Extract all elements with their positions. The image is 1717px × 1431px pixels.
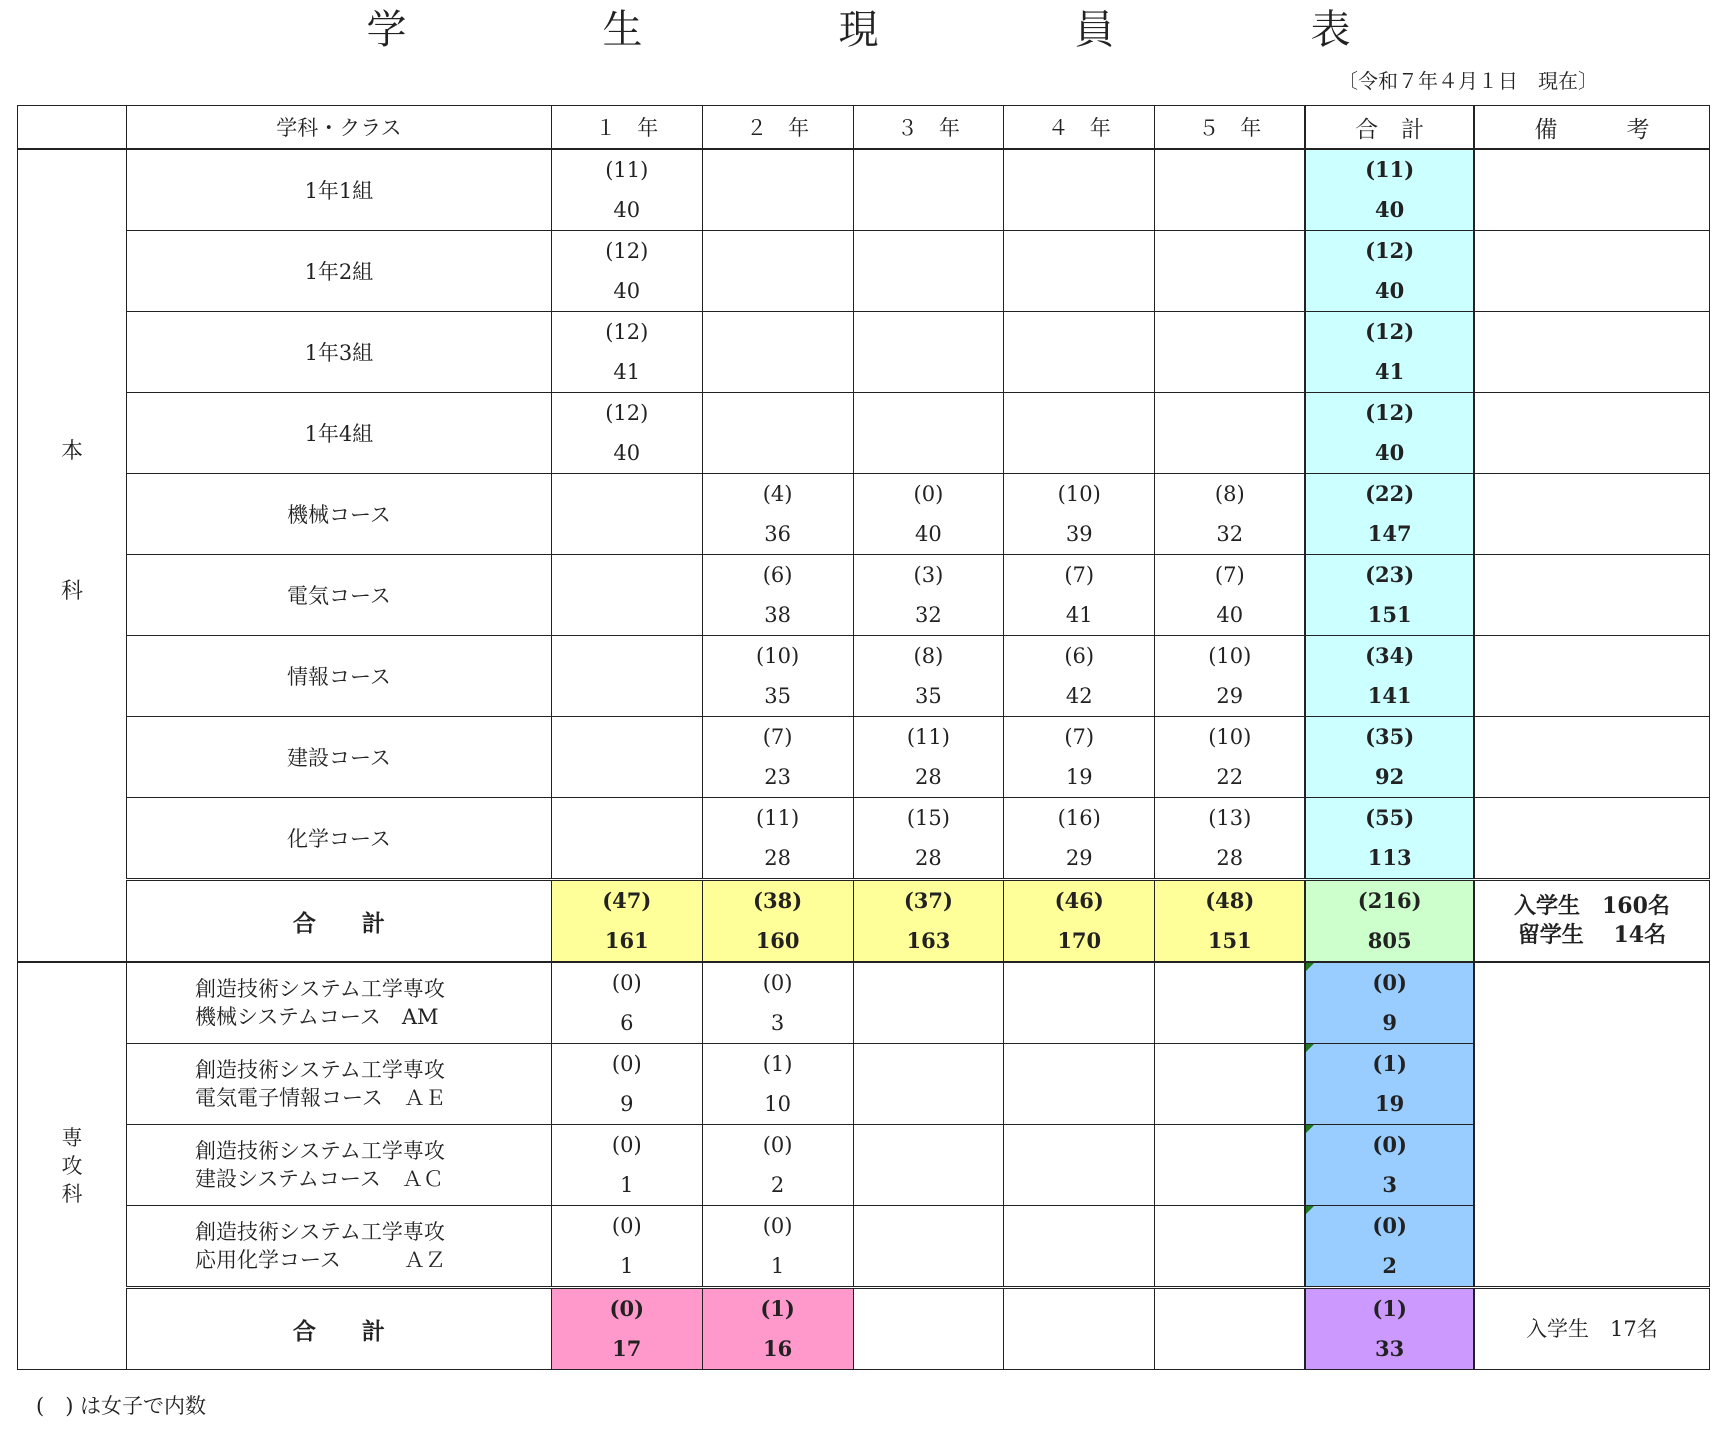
count-cell-y3 <box>853 1044 1004 1125</box>
count-cell-y1 <box>551 1206 702 1288</box>
sum-cell-y5 <box>1155 880 1306 963</box>
total-count: 40 <box>613 198 641 222</box>
table-row <box>18 962 1710 1044</box>
row-total-cell <box>1305 1206 1473 1288</box>
row-total-cell <box>1305 555 1473 636</box>
row-total-cell <box>1305 149 1473 231</box>
total-count: 40 <box>1375 197 1405 222</box>
header-row <box>18 106 1710 150</box>
female-count: (0) <box>1372 970 1407 995</box>
female-count: (47) <box>602 888 652 913</box>
total-count: 161 <box>604 928 649 953</box>
female-count: (0) <box>913 482 944 506</box>
female-count: (216) <box>1357 888 1422 913</box>
female-count: (7) <box>1064 725 1095 749</box>
total-count: 35 <box>764 684 791 708</box>
total-count: 113 <box>1367 845 1412 870</box>
count-cell-y2 <box>702 231 853 312</box>
class-label: 1年3組 <box>126 312 551 393</box>
class-label: 1年1組 <box>126 149 551 231</box>
female-count: (1) <box>760 1296 795 1321</box>
total-count: 141 <box>1367 683 1412 708</box>
total-count: 2 <box>1382 1253 1397 1278</box>
female-count: (7) <box>1064 563 1095 587</box>
count-cell-y5 <box>1155 231 1306 312</box>
header-year-2: ２ 年 <box>702 106 853 150</box>
female-count: (0) <box>762 971 793 995</box>
female-count: (11) <box>906 725 950 749</box>
total-count: 2 <box>770 1173 785 1197</box>
count-cell-y4 <box>1004 1125 1155 1206</box>
count-cell-y2 <box>702 474 853 555</box>
remarks-cell <box>1474 962 1710 1288</box>
count-cell-y4 <box>1004 636 1155 717</box>
class-label: 電気コース <box>126 555 551 636</box>
count-cell-y2 <box>702 555 853 636</box>
row-total-cell <box>1305 393 1473 474</box>
count-cell-y3 <box>853 231 1004 312</box>
count-cell-y2 <box>702 312 853 393</box>
count-cell-y1 <box>551 231 702 312</box>
total-count: 32 <box>1216 522 1244 546</box>
count-cell-y1 <box>551 555 702 636</box>
table-row <box>18 149 1710 231</box>
section-label-senkoka-char: 攻 <box>61 1154 83 1178</box>
count-cell-y3 <box>853 962 1004 1044</box>
female-count: (0) <box>1372 1132 1407 1157</box>
count-cell-y1 <box>551 149 702 231</box>
sum-cell-y4 <box>1004 1288 1155 1370</box>
count-cell-y4 <box>1004 798 1155 880</box>
total-count: 805 <box>1367 928 1412 953</box>
total-count: 19 <box>1375 1091 1405 1116</box>
total-count: 10 <box>764 1092 791 1116</box>
sum-cell-y3 <box>853 880 1004 963</box>
table-row <box>18 798 1710 880</box>
total-count: 40 <box>613 279 641 303</box>
course-label <box>126 1125 551 1206</box>
table-row <box>18 1125 1710 1206</box>
table-row <box>18 1206 1710 1288</box>
remarks-cell <box>1474 555 1710 636</box>
count-cell-y4 <box>1004 474 1155 555</box>
sum-label: 合 計 <box>126 880 551 963</box>
count-cell-y3 <box>853 393 1004 474</box>
female-count: (48) <box>1205 888 1255 913</box>
table-row <box>18 636 1710 717</box>
count-cell-y2 <box>702 962 853 1044</box>
course-label-line2: 電気電子情報コース ＡＥ <box>194 1086 446 1110</box>
count-cell-y4 <box>1004 231 1155 312</box>
female-count: (0) <box>762 1133 793 1157</box>
female-count: (15) <box>906 806 950 830</box>
female-count: (13) <box>1208 806 1252 830</box>
female-count: (0) <box>762 1214 793 1238</box>
count-cell-y1 <box>551 717 702 798</box>
total-count: 41 <box>613 360 641 384</box>
count-cell-y3 <box>853 798 1004 880</box>
header-year-4: ４ 年 <box>1004 106 1155 150</box>
total-count: 9 <box>1382 1010 1397 1035</box>
senkoka-remark: 入学生 17名 <box>1474 1288 1710 1370</box>
total-count: 40 <box>1375 440 1405 465</box>
count-cell-y5 <box>1155 393 1306 474</box>
female-count: (6) <box>1064 644 1095 668</box>
header-remarks: 備 考 <box>1474 106 1710 150</box>
row-total-cell <box>1305 717 1473 798</box>
count-cell-y3 <box>853 1125 1004 1206</box>
remarks-cell <box>1474 717 1710 798</box>
header-class: 学科・クラス <box>126 106 551 150</box>
count-cell-y4 <box>1004 393 1155 474</box>
total-count: 29 <box>1216 684 1244 708</box>
total-count: 29 <box>1065 846 1093 870</box>
female-count: (12) <box>1365 238 1415 263</box>
sum-cell-y1 <box>551 880 702 963</box>
count-cell-y4 <box>1004 312 1155 393</box>
count-cell-y4 <box>1004 1044 1155 1125</box>
count-cell-y4 <box>1004 962 1155 1044</box>
total-count: 40 <box>915 522 942 546</box>
remark-enrolled: 入学生 160名 <box>1513 893 1670 919</box>
course-label-line1: 創造技術システム工学専攻 <box>194 977 445 1001</box>
female-count: (0) <box>611 1214 642 1238</box>
remarks-cell <box>1474 474 1710 555</box>
female-count: (8) <box>913 644 944 668</box>
female-count: (12) <box>605 239 649 263</box>
count-cell-y3 <box>853 312 1004 393</box>
female-count: (1) <box>1372 1296 1407 1321</box>
count-cell-y4 <box>1004 1206 1155 1288</box>
class-label: 情報コース <box>126 636 551 717</box>
total-count: 40 <box>613 441 641 465</box>
female-count: (35) <box>1365 724 1415 749</box>
header-blank <box>18 106 127 150</box>
female-count: (4) <box>762 482 793 506</box>
total-count: 3 <box>770 1011 785 1035</box>
table-row <box>18 312 1710 393</box>
row-total-cell <box>1305 231 1473 312</box>
sum-label: 合 計 <box>126 1288 551 1370</box>
header-total: 合 計 <box>1305 106 1473 150</box>
total-count: 151 <box>1367 602 1412 627</box>
row-total-cell <box>1305 474 1473 555</box>
count-cell-y1 <box>551 636 702 717</box>
class-label: 1年4組 <box>126 393 551 474</box>
class-label: 化学コース <box>126 798 551 880</box>
count-cell-y1 <box>551 474 702 555</box>
course-label-line1: 創造技術システム工学専攻 <box>194 1058 445 1082</box>
table-row <box>18 231 1710 312</box>
row-total-cell <box>1305 962 1473 1044</box>
remarks-cell <box>1474 393 1710 474</box>
count-cell-y5 <box>1155 962 1306 1044</box>
female-count: (23) <box>1365 562 1415 587</box>
section-label-honka <box>18 149 127 962</box>
row-total-cell <box>1305 798 1473 880</box>
course-label <box>126 1206 551 1288</box>
remarks-cell <box>1474 149 1710 231</box>
section-label-honka-top: 本 <box>60 439 83 464</box>
female-count: (12) <box>1365 400 1415 425</box>
total-count: 160 <box>755 928 800 953</box>
section-label-senkoka <box>18 962 127 1370</box>
female-count: (34) <box>1365 643 1415 668</box>
total-count: 28 <box>764 846 791 870</box>
female-count: (3) <box>913 563 944 587</box>
header-year-5: ５ 年 <box>1155 106 1306 150</box>
total-count: 19 <box>1065 765 1093 789</box>
course-label <box>126 962 551 1044</box>
female-count: (8) <box>1214 482 1245 506</box>
count-cell-y5 <box>1155 149 1306 231</box>
female-count: (11) <box>756 806 800 830</box>
count-cell-y5 <box>1155 1206 1306 1288</box>
page-title: 学 生 現 員 表 <box>366 7 1429 53</box>
count-cell-y5 <box>1155 717 1306 798</box>
count-cell-y1 <box>551 1044 702 1125</box>
count-cell-y2 <box>702 717 853 798</box>
total-count: 39 <box>1065 522 1093 546</box>
female-count: (12) <box>605 320 649 344</box>
female-count: (12) <box>1365 319 1415 344</box>
sum-cell-y1 <box>551 1288 702 1370</box>
female-count: (11) <box>605 158 649 182</box>
table-row <box>18 555 1710 636</box>
female-count: (7) <box>1214 563 1245 587</box>
total-count: 1 <box>770 1254 785 1278</box>
total-count: 41 <box>1065 603 1093 627</box>
female-count: (22) <box>1365 481 1415 506</box>
count-cell-y3 <box>853 636 1004 717</box>
row-total-cell <box>1305 1125 1473 1206</box>
count-cell-y3 <box>853 717 1004 798</box>
class-label: 1年2組 <box>126 231 551 312</box>
female-count: (1) <box>1372 1051 1407 1076</box>
count-cell-y1 <box>551 798 702 880</box>
female-count: (12) <box>605 401 649 425</box>
remark-international: 留学生 14名 <box>1517 922 1667 948</box>
female-count: (16) <box>1057 806 1101 830</box>
total-count: 23 <box>764 765 791 789</box>
total-count: 147 <box>1367 521 1412 546</box>
count-cell-y4 <box>1004 149 1155 231</box>
count-cell-y5 <box>1155 1125 1306 1206</box>
as-of-date: 〔令和７年４月１日 現在〕 <box>1338 69 1598 93</box>
female-count: (0) <box>611 971 642 995</box>
total-count: 151 <box>1207 928 1252 953</box>
female-count: (0) <box>1372 1213 1407 1238</box>
count-cell-y1 <box>551 393 702 474</box>
remarks-cell <box>1474 798 1710 880</box>
sum-cell-y4 <box>1004 880 1155 963</box>
count-cell-y5 <box>1155 1044 1306 1125</box>
row-total-cell <box>1305 312 1473 393</box>
total-count: 41 <box>1375 359 1405 384</box>
count-cell-y2 <box>702 1044 853 1125</box>
total-count: 1 <box>620 1254 634 1278</box>
female-count: (11) <box>1365 157 1415 182</box>
count-cell-y1 <box>551 962 702 1044</box>
total-count: 42 <box>1065 684 1093 708</box>
table-row <box>18 393 1710 474</box>
total-count: 40 <box>1216 603 1244 627</box>
total-count: 22 <box>1216 765 1244 789</box>
count-cell-y3 <box>853 555 1004 636</box>
count-cell-y3 <box>853 149 1004 231</box>
count-cell-y1 <box>551 312 702 393</box>
total-count: 32 <box>915 603 942 627</box>
count-cell-y5 <box>1155 312 1306 393</box>
female-count: (6) <box>762 563 793 587</box>
total-count: 92 <box>1375 764 1405 789</box>
total-count: 36 <box>764 522 791 546</box>
female-count: (38) <box>753 888 803 913</box>
total-count: 28 <box>915 765 942 789</box>
grand-total-cell <box>1305 880 1473 963</box>
count-cell-y3 <box>853 1206 1004 1288</box>
table-row <box>18 1044 1710 1125</box>
female-count: (10) <box>1208 644 1252 668</box>
count-cell-y2 <box>702 1125 853 1206</box>
total-count: 35 <box>915 684 942 708</box>
table-row <box>18 474 1710 555</box>
female-count: (10) <box>1057 482 1101 506</box>
table-row <box>18 717 1710 798</box>
sum-cell-y2 <box>702 1288 853 1370</box>
total-count: 38 <box>764 603 791 627</box>
sum-cell-y2 <box>702 880 853 963</box>
count-cell-y3 <box>853 474 1004 555</box>
total-count: 6 <box>620 1011 634 1035</box>
total-count: 9 <box>620 1092 634 1116</box>
student-roster-table <box>17 105 1710 1370</box>
footnote: ( ) は女子で内数 <box>36 1394 207 1418</box>
header-year-3: ３ 年 <box>853 106 1004 150</box>
count-cell-y5 <box>1155 798 1306 880</box>
total-count: 17 <box>612 1336 642 1361</box>
course-label-line2: 機械システムコース AM <box>194 1005 439 1029</box>
count-cell-y2 <box>702 393 853 474</box>
class-label: 建設コース <box>126 717 551 798</box>
row-total-cell <box>1305 1044 1473 1125</box>
course-label-line1: 創造技術システム工学専攻 <box>194 1139 445 1163</box>
sum-cell-y3 <box>853 1288 1004 1370</box>
total-count: 170 <box>1057 928 1102 953</box>
remarks-cell <box>1474 636 1710 717</box>
count-cell-y5 <box>1155 474 1306 555</box>
count-cell-y5 <box>1155 636 1306 717</box>
course-label-line2: 建設システムコース ＡＣ <box>194 1167 444 1191</box>
total-count: 40 <box>1375 278 1405 303</box>
count-cell-y4 <box>1004 717 1155 798</box>
total-count: 33 <box>1375 1336 1405 1361</box>
course-label-line2: 応用化学コース ＡＺ <box>194 1248 446 1272</box>
honka-remark <box>1474 880 1710 963</box>
section-label-senkoka-char: 科 <box>61 1182 83 1206</box>
course-label-line1: 創造技術システム工学専攻 <box>194 1220 445 1244</box>
total-count: 1 <box>620 1173 634 1197</box>
total-count: 28 <box>915 846 942 870</box>
female-count: (10) <box>756 644 800 668</box>
count-cell-y2 <box>702 1206 853 1288</box>
remarks-cell <box>1474 231 1710 312</box>
course-label <box>126 1044 551 1125</box>
count-cell-y5 <box>1155 555 1306 636</box>
female-count: (0) <box>609 1296 645 1321</box>
row-total-cell <box>1305 636 1473 717</box>
count-cell-y1 <box>551 1125 702 1206</box>
female-count: (1) <box>762 1052 793 1076</box>
female-count: (0) <box>611 1133 642 1157</box>
honka-sum-row <box>18 880 1710 963</box>
female-count: (55) <box>1365 805 1415 830</box>
total-count: 163 <box>906 928 951 953</box>
count-cell-y2 <box>702 636 853 717</box>
total-count: 28 <box>1216 846 1244 870</box>
sum-cell-y5 <box>1155 1288 1306 1370</box>
total-count: 16 <box>762 1336 793 1361</box>
senkoka-sum-row <box>18 1288 1710 1370</box>
count-cell-y2 <box>702 149 853 231</box>
female-count: (0) <box>611 1052 642 1076</box>
section-label-honka-bottom: 科 <box>60 579 83 604</box>
total-count: 3 <box>1382 1172 1397 1197</box>
count-cell-y4 <box>1004 555 1155 636</box>
remarks-cell <box>1474 312 1710 393</box>
female-count: (46) <box>1054 888 1104 913</box>
female-count: (10) <box>1208 725 1252 749</box>
grand-total-cell <box>1305 1288 1473 1370</box>
class-label: 機械コース <box>126 474 551 555</box>
female-count: (37) <box>903 888 953 913</box>
section-label-senkoka-char: 専 <box>61 1126 83 1150</box>
female-count: (7) <box>762 725 793 749</box>
header-year-1: １ 年 <box>551 106 702 150</box>
count-cell-y2 <box>702 798 853 880</box>
